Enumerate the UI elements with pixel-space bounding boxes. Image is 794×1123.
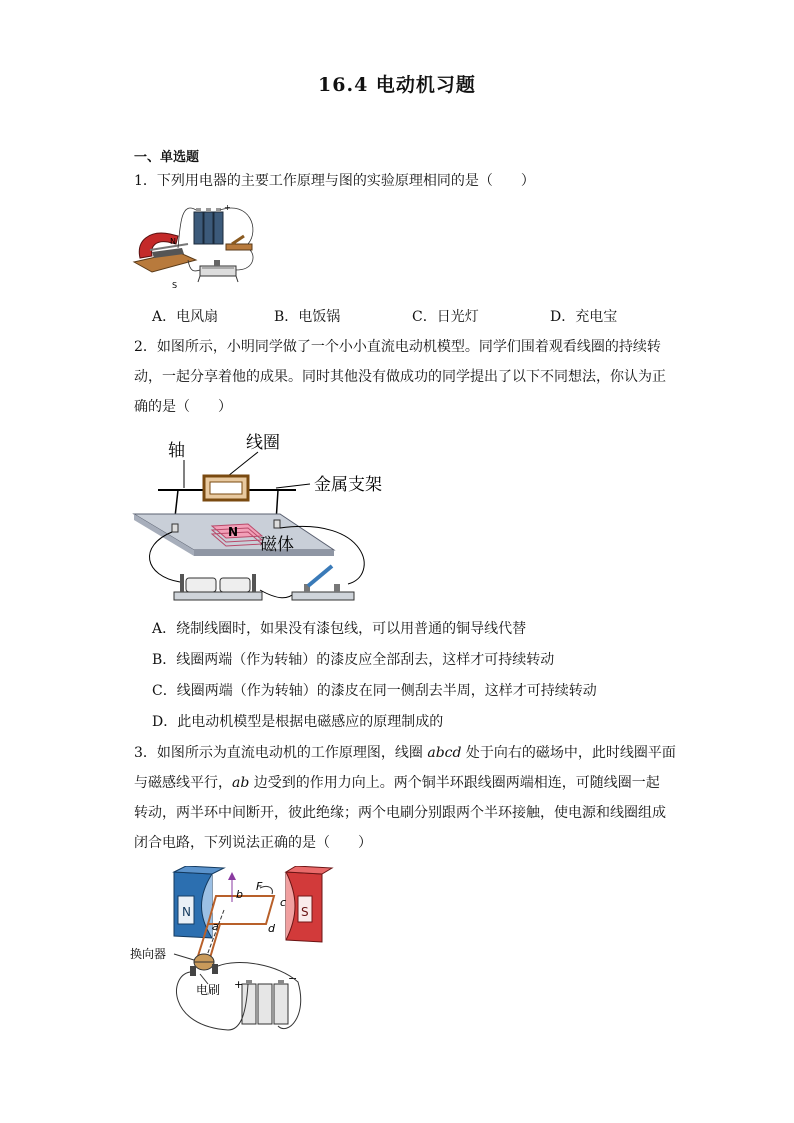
q2-option-c[interactable]: C．线圈两端（作为转轴）的漆皮在同一侧刮去半周，这样才可持续转动 xyxy=(152,683,597,699)
q2-label-coil: 线圈 xyxy=(246,433,280,453)
q3-label-n: N xyxy=(182,905,191,919)
q2-stem-line-2: 动，一起分享着他的成果。同时其他没有做成功的同学提出了以下不同想法，你认为正 xyxy=(134,369,666,385)
q2-option-d[interactable]: D．此电动机模型是根据电磁感应的原理制成的 xyxy=(152,714,444,730)
section-heading: 一、单选题 xyxy=(134,150,200,165)
q1-figure-electromagnetic-setup xyxy=(130,200,260,292)
q3-line2-variable: ab xyxy=(232,775,250,791)
q3-line2-part-a: 与磁感线平行， xyxy=(134,775,232,791)
q1-rheostat xyxy=(198,260,238,282)
q3-stem-line-2 xyxy=(134,774,660,792)
q2-bracket-pointer xyxy=(276,484,310,488)
q2-switch xyxy=(292,566,354,600)
q3-figure-motor-principle xyxy=(128,866,338,1038)
q2-figure-dc-motor-model xyxy=(128,426,398,610)
q3-line1-part-b: 处于向右的磁场中，此时线圈平面 xyxy=(461,745,676,761)
q1-wire-1 xyxy=(178,208,196,248)
q3-line1-part-a: 3．如图所示为直流电动机的工作原理图，线圈 xyxy=(134,745,428,761)
q3-label-brush: 电刷 xyxy=(196,983,221,997)
q3-force-arrowhead xyxy=(228,872,236,880)
q2-left-post xyxy=(172,524,178,532)
q2-label-axis: 轴 xyxy=(168,441,185,461)
q2-label-n: N xyxy=(228,525,239,539)
q3-label-commutator: 换向器 xyxy=(130,947,167,961)
q2-wire-bottom xyxy=(260,590,296,598)
q3-line1-variable: abcd xyxy=(427,745,462,761)
q2-option-b[interactable]: B．线圈两端（作为转轴）的漆皮应全部刮去，这样才可持续转动 xyxy=(152,652,555,668)
q1-option-d[interactable]: D．充电宝 xyxy=(550,309,618,325)
q3-line2-part-b: 边受到的作用力向上。两个铜半环跟线圈两端相连，可随线圈一起 xyxy=(249,775,660,791)
q3-stem-line-3: 转动，两半环中间断开，彼此绝缘；两个电刷分别跟两个半环接触，使电源和线圈组成 xyxy=(134,805,666,821)
q3-label-c: c xyxy=(280,896,287,909)
q1-wire-4 xyxy=(236,250,253,270)
q2-coil-pointer xyxy=(228,452,258,476)
page-title: 16.4 电动机习题 xyxy=(318,74,476,96)
q3-label-plus: + xyxy=(234,978,244,991)
q2-label-magnet: 磁体 xyxy=(260,535,294,555)
q3-battery xyxy=(242,980,288,1024)
q3-brush-right xyxy=(212,964,218,974)
q2-label-bracket: 金属支架 xyxy=(314,475,382,495)
q2-stem-line-1: 2．如图所示，小明同学做了一个小小直流电动机模型。同学们围着观看线圈的持续转 xyxy=(134,339,661,355)
q3-south-magnet xyxy=(286,866,332,942)
q2-coil-inner xyxy=(210,482,242,494)
q2-option-a[interactable]: A．绕制线圈时，如果没有漆包线，可以用普通的铜导线代替 xyxy=(152,621,527,637)
q3-label-s: S xyxy=(301,905,309,919)
q3-label-d: d xyxy=(268,922,275,935)
q2-stem-line-3: 确的是（ ） xyxy=(134,399,232,415)
q3-label-a: a xyxy=(212,920,219,933)
q1-label-n: N xyxy=(170,237,176,246)
q1-option-c[interactable]: C．日光灯 xyxy=(412,309,479,325)
q1-option-a[interactable]: A．电风扇 xyxy=(152,309,219,325)
q1-wire-2 xyxy=(220,208,253,244)
q1-knife-switch xyxy=(226,236,252,250)
q3-label-b: b xyxy=(236,888,243,901)
q1-stem: 1．下列用电器的主要工作原理与图的实验原理相同的是（ ） xyxy=(134,173,535,189)
q3-brush-left xyxy=(190,966,196,976)
q1-option-b[interactable]: B．电饭锅 xyxy=(274,309,341,325)
q3-stem-line-1 xyxy=(134,744,676,762)
q3-label-f: F xyxy=(256,880,263,893)
q2-battery-holder xyxy=(174,574,262,600)
q1-label-plus: + xyxy=(224,203,231,212)
q1-battery-pack xyxy=(194,208,223,244)
q3-commutator-pointer xyxy=(174,954,194,960)
q3-label-minus: − xyxy=(288,972,298,985)
q3-stem-line-4: 闭合电路，下列说法正确的是（ ） xyxy=(134,835,372,851)
q2-right-post xyxy=(274,520,280,528)
q1-label-s: S xyxy=(172,281,178,290)
